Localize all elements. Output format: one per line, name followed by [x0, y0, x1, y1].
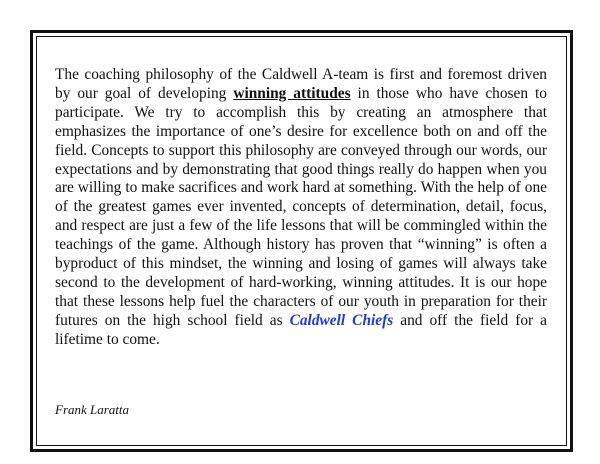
paragraph-text-part-2: in those who have chosen to participate. We try to accomplish this by creating an atmosphere that emphasizes the importance of one’s desire for excellence both on and off the field. Concepts to support this philosophy are conveyed through our words, our expectations and by demonstrating that good things really do happen when you are willing to make sacrifices and work hard at something. With the help of one of the greatest games ever invented, concepts of determination, detail, focus, and respect are just a few of the life lessons that will be commingled within the teachings of the game. Although history has proven that “winning” is often a byproduct of this mindset, the winning and losing of games will always take second to the development of hard-working, winning attitudes. It is our hope that these lessons help fuel the characters of our youth in preparation for their futures on the high school field as: [55, 84, 547, 329]
team-name: Caldwell Chiefs: [289, 311, 394, 329]
winning-attitudes-emphasis: winning attitudes: [233, 84, 351, 102]
coaching-philosophy-paragraph: [55, 66, 547, 350]
paragraph-text-part-1: The coaching philosophy of the Caldwell A-team is first and foremost driven by our goal of developing: [55, 66, 547, 102]
paragraph-text-part-3: and off the field for a lifetime to come.: [55, 311, 547, 348]
signature: Frank Laratta: [55, 402, 130, 417]
